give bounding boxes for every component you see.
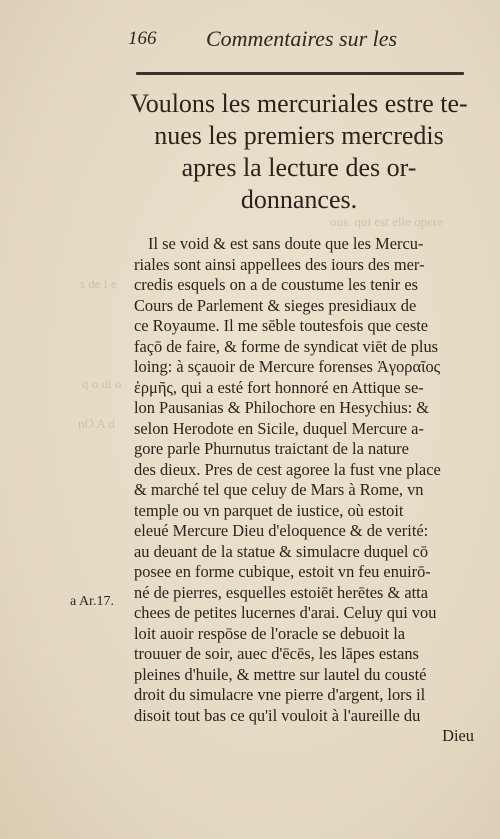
bleed-through-text: ous. qui est elle opere	[330, 214, 443, 229]
body-text	[134, 234, 474, 747]
text-line: ce Royaume. Il me sēble toutesfois que ceste	[134, 316, 429, 335]
text-line: des dieux. Pres de cest agoree la fust vne place	[134, 459, 441, 479]
text-line: eleué Mercure Dieu d'eloquence & de verité:	[134, 521, 429, 540]
text-line: loit auoir respōse de l'oracle se debuoit la	[134, 623, 406, 643]
text-line: loing: à sçauoir de Mercure forenses Ἀγοραῖος	[134, 357, 441, 376]
catchword: Dieu	[442, 726, 474, 745]
text-line: posee en forme cubique, estoit vn feu enuirō-	[134, 562, 431, 581]
text-line: & marché tel que celuy de Mars à Rome, vn	[134, 480, 424, 499]
marginal-note: a Ar.17.	[70, 594, 114, 609]
bleed-through-text: s de l e	[80, 276, 117, 291]
text-line: pleines d'huile, & mettre sur lautel du cousté	[134, 664, 427, 684]
text-line: Il se void & est sans doute que les Mercu-	[148, 234, 424, 253]
text-line: ἑρμῆς, qui a esté fort honnoré en Attique se-	[134, 377, 424, 397]
bleed-through-text: nO A d	[78, 416, 115, 431]
text-line: lon Pausanias & Philochore en Hesychius: &	[134, 398, 429, 417]
title-line: apres la lecture des or-	[181, 153, 417, 182]
text-line: au deuant de la statue & simulacre duquel cō	[134, 541, 429, 561]
text-line: riales sont ainsi appellees des iours des mer-	[134, 254, 425, 274]
text-line: né de pierres, esquelles estoiēt herētes & atta	[134, 582, 428, 602]
page-header	[128, 22, 468, 56]
text-line: façō de faire, & forme de syndicat viēt de plus	[134, 336, 439, 356]
title-line: Voulons les mercuriales estre te-	[130, 89, 468, 118]
text-line: droit du simulacre vne pierre d'argent, lors il	[134, 685, 426, 704]
text-line: disoit tout bas ce qu'il vouloit à l'aureille du	[134, 705, 421, 725]
header-rule	[136, 72, 464, 75]
text-line: gore parle Phurnutus traictant de la nature	[134, 439, 409, 458]
text-line: selon Herodote en Sicile, duquel Mercure a-	[134, 418, 424, 438]
text-line: temple ou vn parquet de iustice, où estoit	[134, 500, 404, 520]
text-line: Cours de Parlement & sieges presidiaux de	[134, 295, 417, 315]
bleed-through-text: q o di o	[82, 376, 122, 391]
text-line: trouuer de soir, auec d'ēcēs, les lāpes estans	[134, 644, 419, 663]
title-line: donnances.	[240, 185, 358, 214]
text-line: chees de petites lucernes d'arai. Celuy qui vou	[134, 603, 437, 622]
running-title: Commentaires sur les	[206, 26, 398, 51]
text-line: credis esquels on a de coustume les tenir es	[134, 275, 419, 294]
section-title	[128, 88, 470, 216]
title-line: nues les premiers mercredis	[154, 121, 444, 150]
folio-number: 166	[128, 28, 157, 49]
